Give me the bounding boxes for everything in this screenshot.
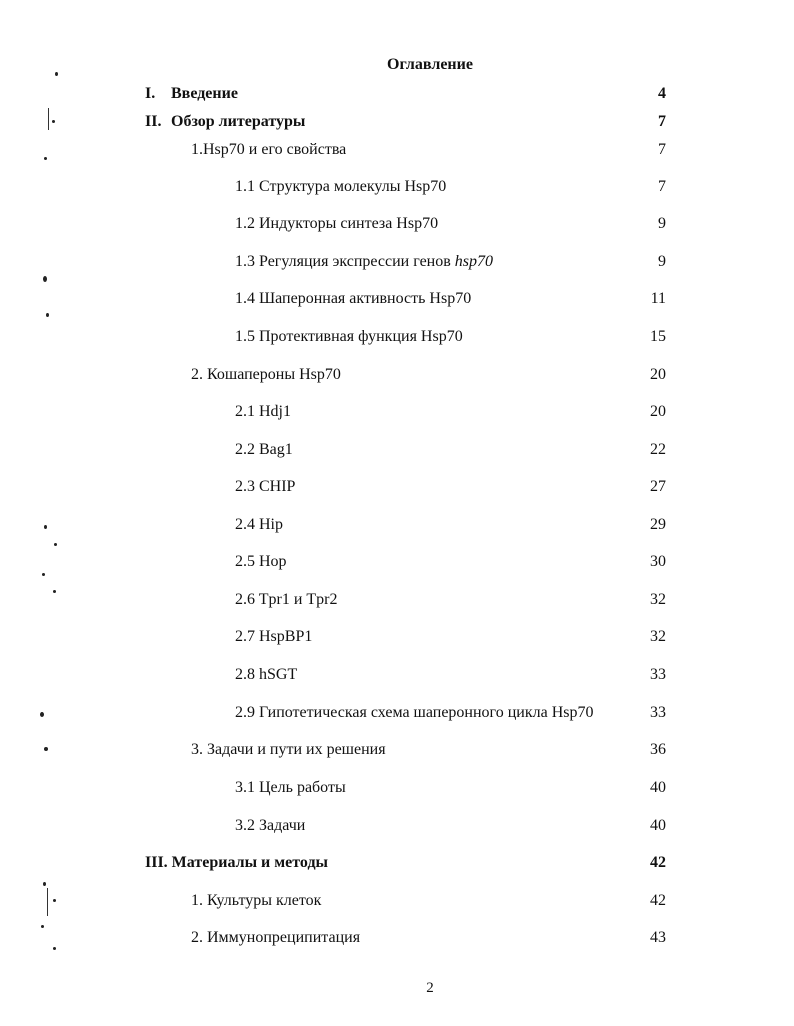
toc-entry [0,251,794,273]
toc-entry-label: 2.7 HspBP1 [235,628,313,645]
scan-speck [44,525,47,529]
toc-entry-label: 1.4 Шаперонная активность Hsp70 [235,290,472,307]
scan-mark [48,108,49,130]
toc-entry [0,288,794,310]
scan-speck [46,313,49,317]
scan-speck [52,120,55,123]
toc-entry-page: 7 [658,141,666,158]
toc-entry-label: 1.5 Протективная функция Hsp70 [235,328,463,345]
toc-entry [0,927,794,949]
scan-speck [53,899,56,902]
toc-entry [0,83,794,105]
toc-entry-page: 22 [650,441,666,458]
toc-entry-label: 1. Культуры клеток [191,892,322,909]
toc-entry-page: 11 [650,290,666,307]
toc-entry-label: 2.4 Hip [235,516,283,533]
toc-entry [0,139,794,161]
scan-speck [41,925,44,928]
toc-entry [0,777,794,799]
toc-entry [0,326,794,348]
toc-entry-label: 2.2 Bag1 [235,441,293,458]
toc-entry-page: 29 [650,516,666,533]
scan-speck [43,276,47,282]
toc-entry-label: 1.2 Индукторы синтеза Hsp70 [235,215,439,232]
toc-entry [0,401,794,423]
toc-entry-page: 40 [650,779,666,796]
toc-entry-page: 42 [650,854,666,871]
toc-entry-label: II. Обзор литературы [145,113,306,130]
scan-speck [40,712,44,717]
toc-entry-page: 33 [650,704,666,721]
toc-entry [0,626,794,648]
toc-entry-page: 43 [650,929,666,946]
toc-entry [0,439,794,461]
scan-speck [55,72,58,76]
scan-speck [42,573,45,576]
toc-entry-label: 2. Иммунопреципитация [191,929,361,946]
toc-entry [0,739,794,761]
toc-title: Оглавление [387,56,473,73]
toc-entry-label: 2.9 Гипотетическая схема шаперонного цикла Hsp70 [235,704,594,721]
toc-entry [0,176,794,198]
toc-entry [0,476,794,498]
toc-entry-page: 9 [658,253,666,270]
toc-entry [0,890,794,912]
toc-entry-page: 7 [658,178,666,195]
toc-entry-page: 32 [650,628,666,645]
toc-entry-label: I. Введение [145,85,238,102]
toc-entry-page: 9 [658,215,666,232]
toc-entry-label: 2.5 Hop [235,553,287,570]
page-number: 2 [426,980,434,996]
toc-entry [0,514,794,536]
scan-speck [53,947,56,950]
toc-entry-page: 20 [650,366,666,383]
toc-entry-page: 27 [650,478,666,495]
scan-speck [54,543,57,546]
toc-entry-page: 7 [658,113,666,130]
toc-entry-label: 1.1 Структура молекулы Hsp70 [235,178,447,195]
toc-entry-label: 2. Кошапероны Hsp70 [191,366,341,383]
toc-entry-page: 36 [650,741,666,758]
toc-entry-page: 33 [650,666,666,683]
toc-entry-page: 40 [650,817,666,834]
scan-speck [44,747,48,751]
toc-entry-label: 2.8 hSGT [235,666,298,683]
toc-entry-label: 3.1 Цель работы [235,779,346,796]
toc-entry-label: 2.6 Tpr1 и Tpr2 [235,591,338,608]
toc-entry-page: 42 [650,892,666,909]
toc-entry-page: 15 [650,328,666,345]
toc-entry-label: 3.2 Задачи [235,817,306,834]
toc-entry-label: 2.1 Hdj1 [235,403,291,420]
toc-entry [0,664,794,686]
scan-speck [53,590,56,593]
toc-entry-label: 3. Задачи и пути их решения [191,741,386,758]
toc-entry-page: 20 [650,403,666,420]
toc-entry [0,111,794,133]
toc-entry [0,702,794,724]
toc-entry-page: 32 [650,591,666,608]
toc-entry [0,213,794,235]
toc-entry-label: III. Материалы и методы [145,854,329,871]
toc-entry [0,815,794,837]
toc-entry-label: 1.Hsp70 и его свойства [191,141,347,158]
toc-entry [0,364,794,386]
scan-speck [44,157,47,160]
toc-entry [0,551,794,573]
scan-speck [43,882,46,886]
toc-entry-label: 1.3 Регуляция экспрессии генов hsp70 [235,253,494,270]
toc-entry-page: 4 [658,85,666,102]
scan-mark [47,888,48,916]
toc-entry [0,589,794,611]
toc-entry [0,852,794,874]
toc-entry-label: 2.3 CHIP [235,478,296,495]
toc-entry-page: 30 [650,553,666,570]
